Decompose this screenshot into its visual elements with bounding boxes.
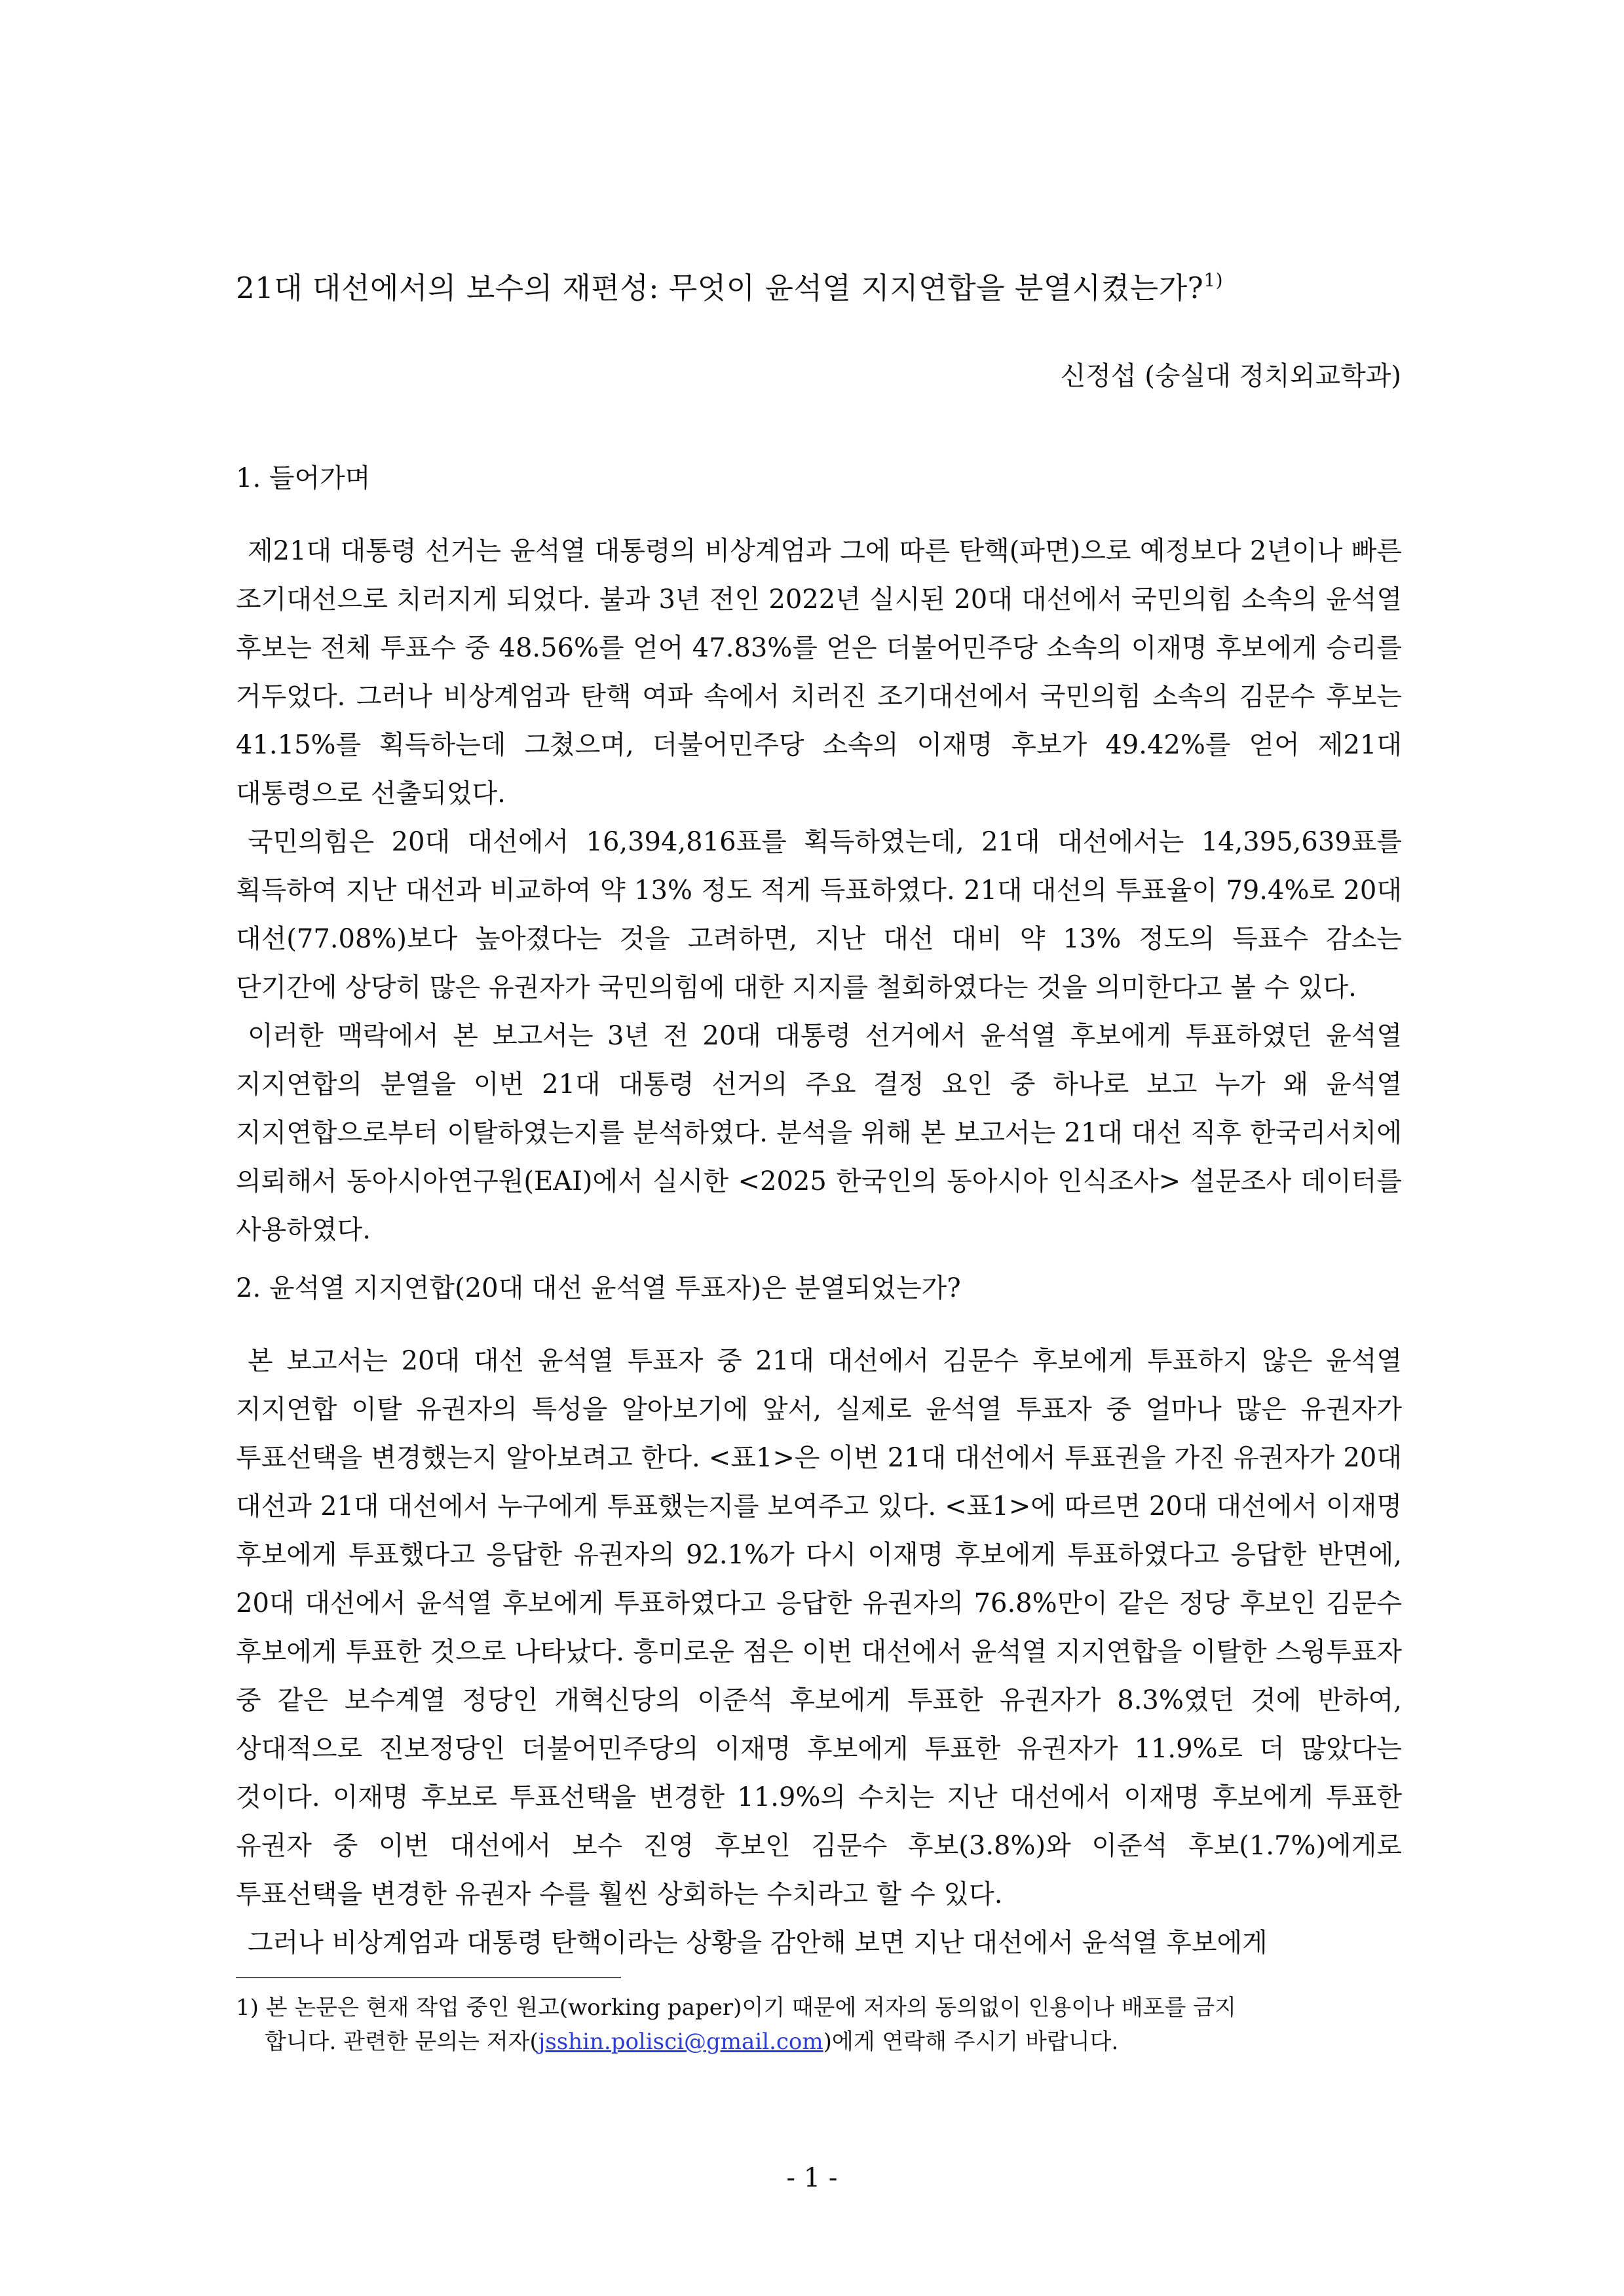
section-heading-introduction: 1. 들어가며: [236, 463, 371, 493]
title-text: 21대 대선에서의 보수의 재편성: 무엇이 윤석열 지지연합을 분열시켰는가?: [236, 271, 1204, 305]
footnote: [236, 1991, 1402, 2059]
paragraph: 이러한 맥락에서 본 보고서는 3년 전 20대 대통령 선거에서 윤석열 후보에게 투표하였던 윤석열 지지연합의 분열을 이번 21대 대통령 선거의 주요 결정 요인 중 하나로 보고 누가 왜 윤석열 지지연합으로부터 이탈하였는지를 분석하였다. 분석을 위해 본 보고서는 21대 대선 직후 한국리서치에 의뢰해서 동아시아연구원(EAI)에서 실시한 <2025 한국인의 동아시아 인식조사> 설문조사 데이터를 사용하였다.: [236, 1021, 1402, 1245]
footnote-line-2: [236, 2025, 1402, 2059]
section-body-introduction: [236, 527, 1402, 1254]
section-heading-coalition-split: 2. 윤석열 지지연합(20대 대선 윤석열 투표자)은 분열되었는가?: [236, 1273, 961, 1303]
footnote-divider: [236, 1977, 621, 1978]
author-email-link[interactable]: jsshin.polisci@gmail.com: [538, 2029, 823, 2055]
author-line: 신정섭 (숭실대 정치외교학과): [1060, 361, 1401, 391]
paragraph: 본 보고서는 20대 대선 윤석열 투표자 중 21대 대선에서 김문수 후보에게 투표하지 않은 윤석열 지지연합 이탈 유권자의 특성을 알아보기에 앞서, 실제로 윤석열 투표자 중 얼마나 많은 유권자가 투표선택을 변경했는지 알아보려고 한다. <표1>은 이번 21대 대선에서 투표권을 가진 유권자가 20대 대선과 21대 대선에서 누구에게 투표했는지를 보여주고 있다. <표1>에 따르면 20대 대선에서 이재명 후보에게 투표했다고 응답한 유권자의 92.1%가 다시 이재명 후보에게 투표하였다고 응답한 반면에, 20대 대선에서 윤석열 후보에게 투표하였다고 응답한 유권자의 76.8%만이 같은 정당 후보인 김문수 후보에게 투표한 것으로 나타났다. 흥미로운 점은 이번 대선에서 윤석열 지지연합을 이탈한 스윙투표자 중 같은 보수계열 정당인 개혁신당의 이준석 후보에게 투표한 유권자가 8.3%였던 것에 반하여, 상대적으로 진보정당인 더불어민주당의 이재명 후보에게 투표한 유권자가 11.9%로 더 많았다는 것이다. 이재명 후보로 투표선택을 변경한 11.9%의 수치는 지난 대선에서 이재명 후보에게 투표한 유권자 중 이번 대선에서 보수 진영 후보인 김문수 후보(3.8%)와 이준석 후보(1.7%)에게로 투표선택을 변경한 유권자 수를 훨씬 상회하는 수치라고 할 수 있다.: [236, 1346, 1402, 1909]
paragraph: 국민의힘은 20대 대선에서 16,394,816표를 획득하였는데, 21대 대선에서는 14,395,639표를 획득하여 지난 대선과 비교하여 약 13% 정도 적게 득표하였다. 21대 대선의 투표율이 79.4%로 20대 대선(77.08%)보다 높아졌다는 것을 고려하면, 지난 대선 대비 약 13% 정도의 득표수 감소는 단기간에 상당히 많은 유권자가 국민의힘에 대한 지지를 철회하였다는 것을 의미한다고 볼 수 있다.: [236, 827, 1402, 1003]
paragraph: 그러나 비상계엄과 대통령 탄핵이라는 상황을 감안해 보면 지난 대선에서 윤석열 후보에게: [248, 1928, 1268, 1958]
section-body-coalition-split: [236, 1337, 1402, 1967]
footnote-text-before-email: 합니다. 관련한 문의는 저자(: [265, 2029, 538, 2055]
title-footnote-mark[interactable]: 1): [1203, 269, 1224, 291]
footnote-text-after-email: )에게 연락해 주시기 바랍니다.: [823, 2029, 1119, 2055]
document-title: [236, 261, 1402, 308]
page-number: - 1 -: [786, 2163, 838, 2193]
footnote-line-1: 1) 본 논문은 현재 작업 중인 원고(working paper)이기 때문에 저자의 동의없이 인용이나 배포를 금지: [236, 1995, 1236, 2021]
paragraph: 제21대 대통령 선거는 윤석열 대통령의 비상계엄과 그에 따른 탄핵(파면)으로 예정보다 2년이나 빠른 조기대선으로 치러지게 되었다. 불과 3년 전인 2022년 실시된 20대 대선에서 국민의힘 소속의 윤석열 후보는 전체 투표수 중 48.56%를 얻어 47.83%를 얻은 더불어민주당 소속의 이재명 후보에게 승리를 거두었다. 그러나 비상계엄과 탄핵 여파 속에서 치러진 조기대선에서 국민의힘 소속의 김문수 후보는 41.15%를 획득하는데 그쳤으며, 더불어민주당 소속의 이재명 후보가 49.42%를 얻어 제21대 대통령으로 선출되었다.: [236, 536, 1402, 809]
